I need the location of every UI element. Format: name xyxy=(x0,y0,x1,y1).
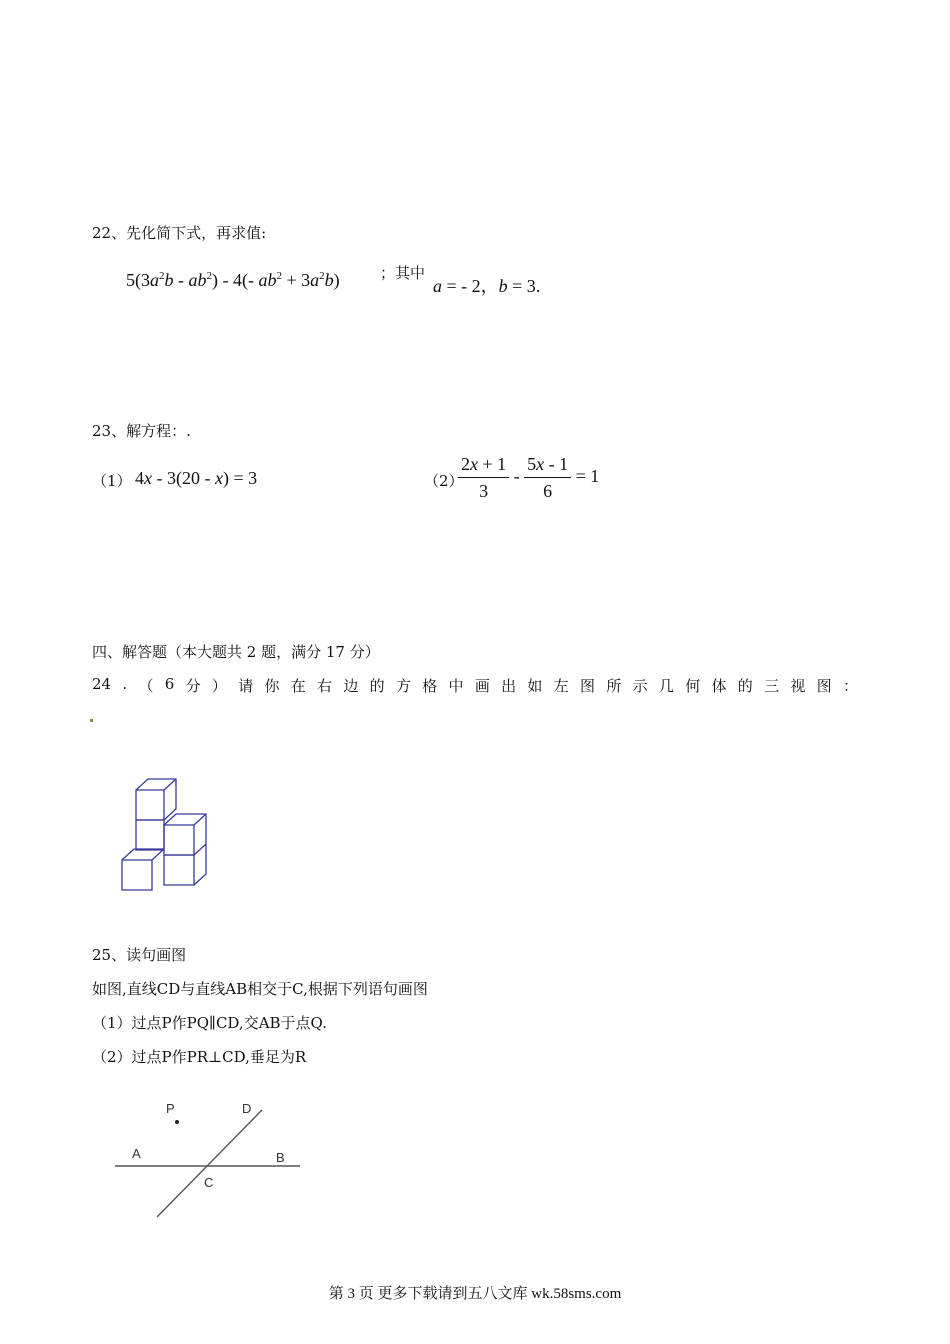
q24-text xyxy=(92,675,858,696)
q25-item-2: （2）过点P作PR⊥CD,垂足为R xyxy=(92,1048,307,1066)
fraction-2: $\frac{5x - 1}{6}$ xyxy=(524,454,571,502)
q23-part1-equation: 4x - 3(20 - x) = 3 xyxy=(135,468,258,488)
q24-char: 格 xyxy=(422,677,438,695)
q24-char: 图 xyxy=(580,677,596,695)
cube-stack-figure xyxy=(118,778,213,893)
q24-char: . xyxy=(122,675,128,693)
q24-char: ） xyxy=(211,677,227,695)
q23-part1-label: （1） xyxy=(92,472,132,490)
q24-char: （ xyxy=(138,677,154,695)
line-cd xyxy=(157,1110,262,1217)
q22-title: 22、先化简下式，再求值: xyxy=(92,224,267,242)
q23-part2-label: （2） xyxy=(424,472,464,490)
q24-char: 在 xyxy=(290,677,306,695)
q24-char: 视 xyxy=(790,677,806,695)
q24-char: 右 xyxy=(317,677,333,695)
q24-char: 6 xyxy=(164,675,175,693)
label-p: P xyxy=(166,1101,175,1116)
fraction-1: $\frac{2x + 1}{3}$ xyxy=(458,454,509,502)
label-d: D xyxy=(242,1101,252,1116)
label-c: C xyxy=(204,1175,214,1190)
q24-char: 三 xyxy=(764,677,780,695)
stray-mark xyxy=(90,719,93,722)
q24-char: 出 xyxy=(501,677,517,695)
q25-description: 如图,直线CD与直线AB相交于C,根据下列语句画图 xyxy=(92,980,428,998)
q24-char: 示 xyxy=(632,677,648,695)
q24-char: 方 xyxy=(395,677,411,695)
page-footer: 第 3 页 更多下载请到五八文库 wk.58sms.com xyxy=(328,1286,622,1302)
q24-char: ： xyxy=(842,677,858,695)
q24-char: 几 xyxy=(658,677,674,695)
intersecting-lines-figure xyxy=(110,1095,310,1225)
q24-char: 24 xyxy=(92,675,112,693)
q24-char: 中 xyxy=(448,677,464,695)
q24-char: 所 xyxy=(606,677,622,695)
q24-char: 图 xyxy=(816,677,832,695)
q24-char: 如 xyxy=(527,677,543,695)
q24-char: 何 xyxy=(685,677,701,695)
label-b: B xyxy=(276,1150,285,1165)
q24-char: 左 xyxy=(553,677,569,695)
point-p xyxy=(175,1120,179,1124)
q24-char: 体 xyxy=(711,677,727,695)
q24-char: 的 xyxy=(737,677,753,695)
q24-char: 边 xyxy=(343,677,359,695)
q22-expression: $5(3a^2b - ab^2) - 4(-$ $ab^2 + 3a^2b$) xyxy=(126,270,340,290)
q23-part2-equation: $\frac{2x + 1}{3}$ - $\frac{5x - 1}{6}$ = 1 xyxy=(458,454,599,502)
section4-title: 四、解答题（本大题共 2 题，满分 17 分） xyxy=(92,643,380,661)
q24-char: 请 xyxy=(238,677,254,695)
label-a: A xyxy=(132,1146,141,1161)
q22-condition-prefix: ；其中 xyxy=(380,264,426,282)
q24-char: 画 xyxy=(474,677,490,695)
q23-title: 23、解方程：. xyxy=(92,422,191,440)
q22-condition-values: a = - 2，b = 3. xyxy=(433,276,541,296)
q25-title: 25、读句画图 xyxy=(92,946,187,964)
q25-item-1: （1）过点P作PQ∥CD,交AB于点Q. xyxy=(92,1014,327,1032)
q24-char: 的 xyxy=(369,677,385,695)
q24-char: 分 xyxy=(185,677,201,695)
q24-char: 你 xyxy=(264,677,280,695)
